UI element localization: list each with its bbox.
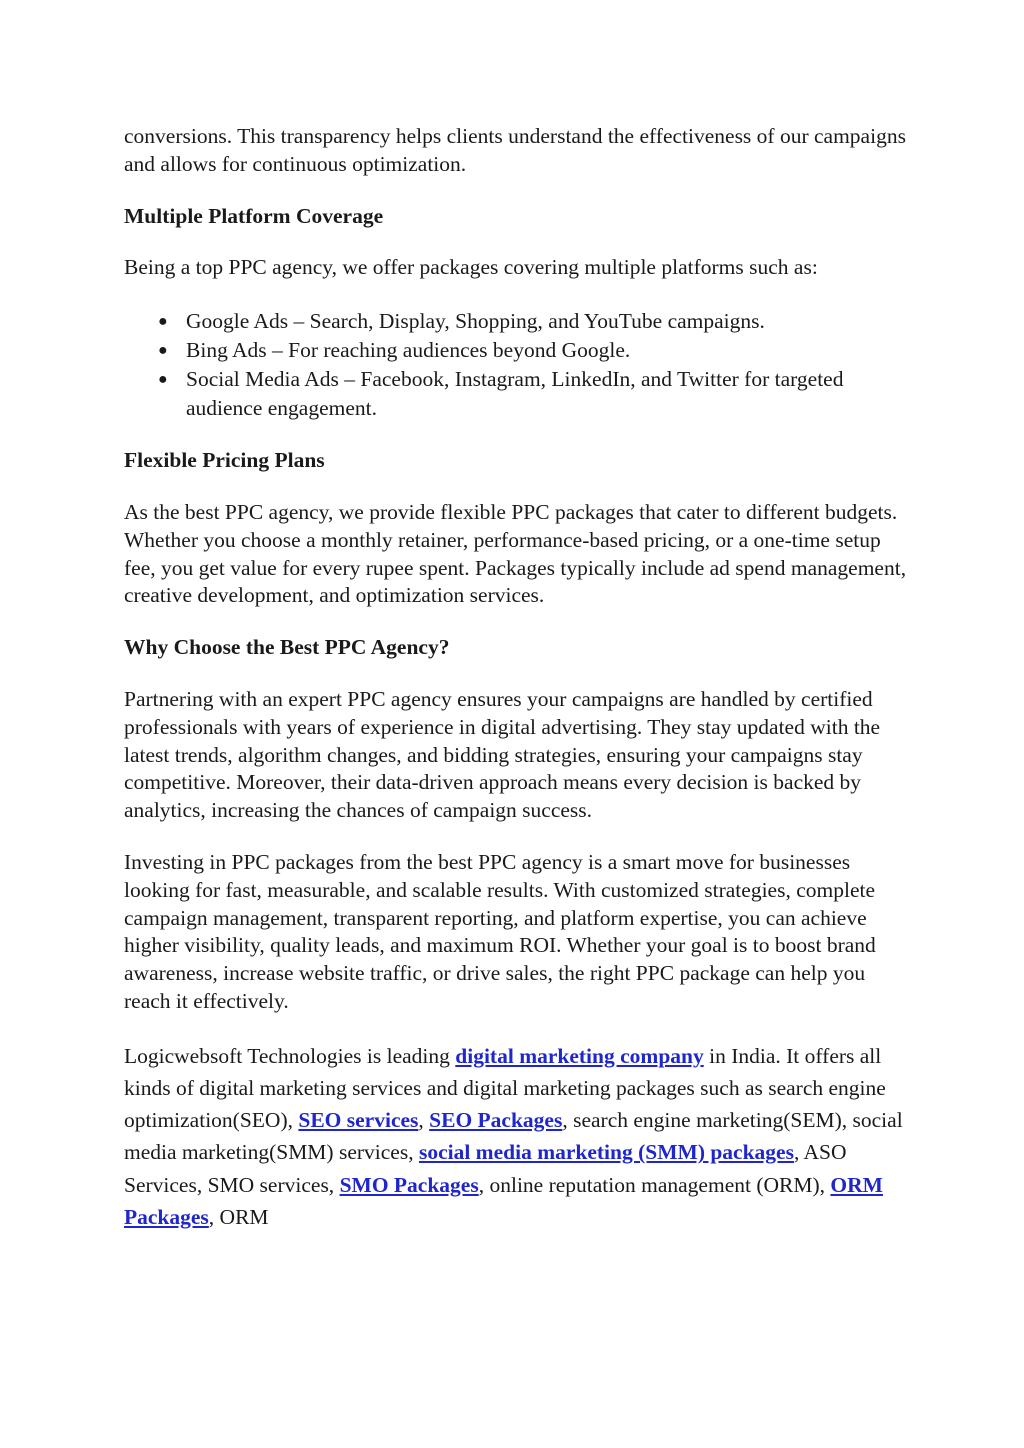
list-item-text: Social Media Ads – Facebook, Instagram, LinkedIn, and Twitter for targeted audience engagement.	[186, 367, 844, 421]
digital-marketing-company-link[interactable]: digital marketing company	[455, 1043, 704, 1068]
document-page	[124, 123, 914, 1233]
seo-services-link[interactable]: SEO services	[298, 1108, 419, 1133]
why-paragraph-2: Investing in PPC packages from the best PPC agency is a smart move for businesses looking for fast, measurable, and scalable results. With customized strategies, complete campaign management, transparent reporting, and platform expertise, you can achieve higher visibility, quality leads, and maximum ROI. Whether your goal is to boost brand awareness, increase website traffic, or drive sales, the right PPC package can help you reach it effectively.	[124, 849, 876, 1013]
seo-packages-link[interactable]: SEO Packages	[429, 1108, 563, 1133]
list-item	[124, 307, 914, 336]
intro-paragraph: conversions. This transparency helps clients understand the effectiveness of our campaigns and allows for continuous optimization.	[124, 124, 906, 176]
orm-packages-link[interactable]: ORM Packages	[124, 1172, 883, 1229]
platform-list	[124, 307, 914, 423]
why-choose-heading: Why Choose the Best PPC Agency?	[124, 635, 450, 660]
smo-packages-link[interactable]: SMO Packages	[339, 1172, 479, 1197]
list-item-text: Google Ads – Search, Display, Shopping, and YouTube campaigns.	[186, 309, 765, 334]
smm-packages-link[interactable]: social media marketing (SMM) packages	[418, 1140, 794, 1165]
platform-intro-paragraph: Being a top PPC agency, we offer packages covering multiple platforms such as:	[124, 255, 818, 280]
closing-text: , search engine marketing(SEM), social media marketing(SMM) services,	[124, 1108, 903, 1165]
platform-coverage-heading: Multiple Platform Coverage	[124, 203, 384, 228]
list-item-text: Bing Ads – For reaching audiences beyond Google.	[186, 338, 631, 363]
closing-text: Logicwebsoft Technologies is leading	[124, 1043, 456, 1068]
closing-paragraph	[124, 1040, 914, 1233]
list-item	[124, 336, 914, 365]
closing-text: , ORM	[208, 1204, 269, 1229]
bullet-icon: ●	[158, 342, 168, 360]
pricing-paragraph: As the best PPC agency, we provide flexible PPC packages that cater to different budgets. Whether you choose a monthly retainer, performance-based pricing, or a one-time setup fee, you get value for every rupee spent. Packages typically include ad spend management, creative development, and optimization services.	[124, 499, 907, 608]
closing-text: in India. It offers all kinds of digital marketing services and digital marketing packages such as search engine optimization(SEO),	[124, 1043, 886, 1133]
bullet-icon: ●	[158, 313, 168, 331]
why-paragraph-1: Partnering with an expert PPC agency ensures your campaigns are handled by certified professionals with years of experience in digital advertising. They stay updated with the latest trends, algorithm changes, and bidding strategies, ensuring your campaigns stay competitive. Moreover, their data-driven approach means every decision is backed by analytics, increasing the chances of campaign success.	[124, 686, 881, 823]
list-item	[124, 365, 914, 423]
closing-text: , online reputation management (ORM),	[478, 1172, 831, 1197]
closing-text: , ASO Services, SMO services,	[124, 1140, 847, 1197]
bullet-icon: ●	[158, 371, 168, 389]
pricing-plans-heading: Flexible Pricing Plans	[124, 448, 325, 473]
closing-text: ,	[418, 1108, 430, 1133]
